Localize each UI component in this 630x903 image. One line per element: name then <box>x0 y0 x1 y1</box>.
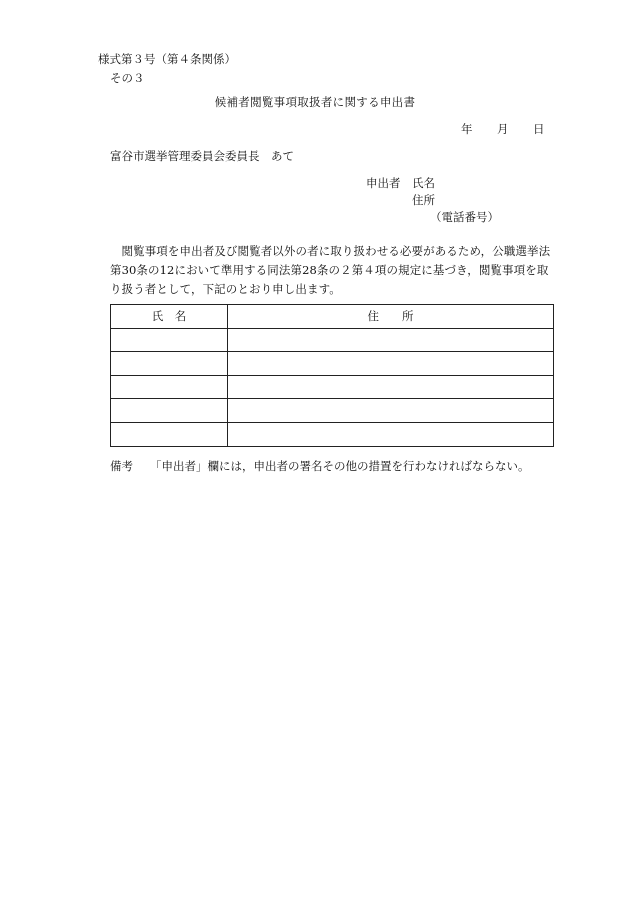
applicant-address-label: 住所 <box>412 193 435 207</box>
name-cell[interactable] <box>111 399 228 423</box>
note-label: 備考 <box>110 459 133 473</box>
name-cell[interactable] <box>111 352 228 376</box>
sub-number: その３ <box>110 71 145 85</box>
address-cell[interactable] <box>228 328 554 352</box>
name-cell[interactable] <box>111 422 228 446</box>
applicant-label: 申出者 <box>366 176 401 190</box>
address-cell[interactable] <box>228 375 554 399</box>
form-number: 様式第３号（第４条関係） <box>98 52 236 66</box>
table-row <box>111 352 554 376</box>
handler-table <box>110 304 554 447</box>
table-row <box>111 328 554 352</box>
date-year: 年 <box>461 122 473 136</box>
applicant-name-label: 氏名 <box>412 176 435 190</box>
note-text: 「申出者」欄には，申出者の署名その他の措置を行わなければならない。 <box>150 459 530 473</box>
table-row <box>111 422 554 446</box>
header-address: 住 所 <box>228 305 554 329</box>
body-text: 閲覧事項を申出者及び閲覧者以外の者に取り扱わせる必要があるため，公職選挙法第30条の12において準用する同法第28条の２第４項の規定に基づき，閲覧事項を取り扱う者として，下記のとおり申し出ます。 <box>110 244 551 296</box>
address-cell[interactable] <box>228 352 554 376</box>
address-cell[interactable] <box>228 399 554 423</box>
addressee: 富谷市選挙管理委員会委員長 あて <box>110 149 294 163</box>
applicant-phone-label: （電話番号） <box>430 210 499 224</box>
date-month: 月 <box>497 122 509 136</box>
address-cell[interactable] <box>228 422 554 446</box>
date-day: 日 <box>533 122 545 136</box>
table-header-row <box>111 305 554 329</box>
body-paragraph <box>110 242 556 299</box>
name-cell[interactable] <box>111 328 228 352</box>
header-name: 氏 名 <box>111 305 228 329</box>
name-cell[interactable] <box>111 375 228 399</box>
table-row <box>111 375 554 399</box>
document-title: 候補者閲覧事項取扱者に関する申出書 <box>214 95 416 109</box>
table-row <box>111 399 554 423</box>
